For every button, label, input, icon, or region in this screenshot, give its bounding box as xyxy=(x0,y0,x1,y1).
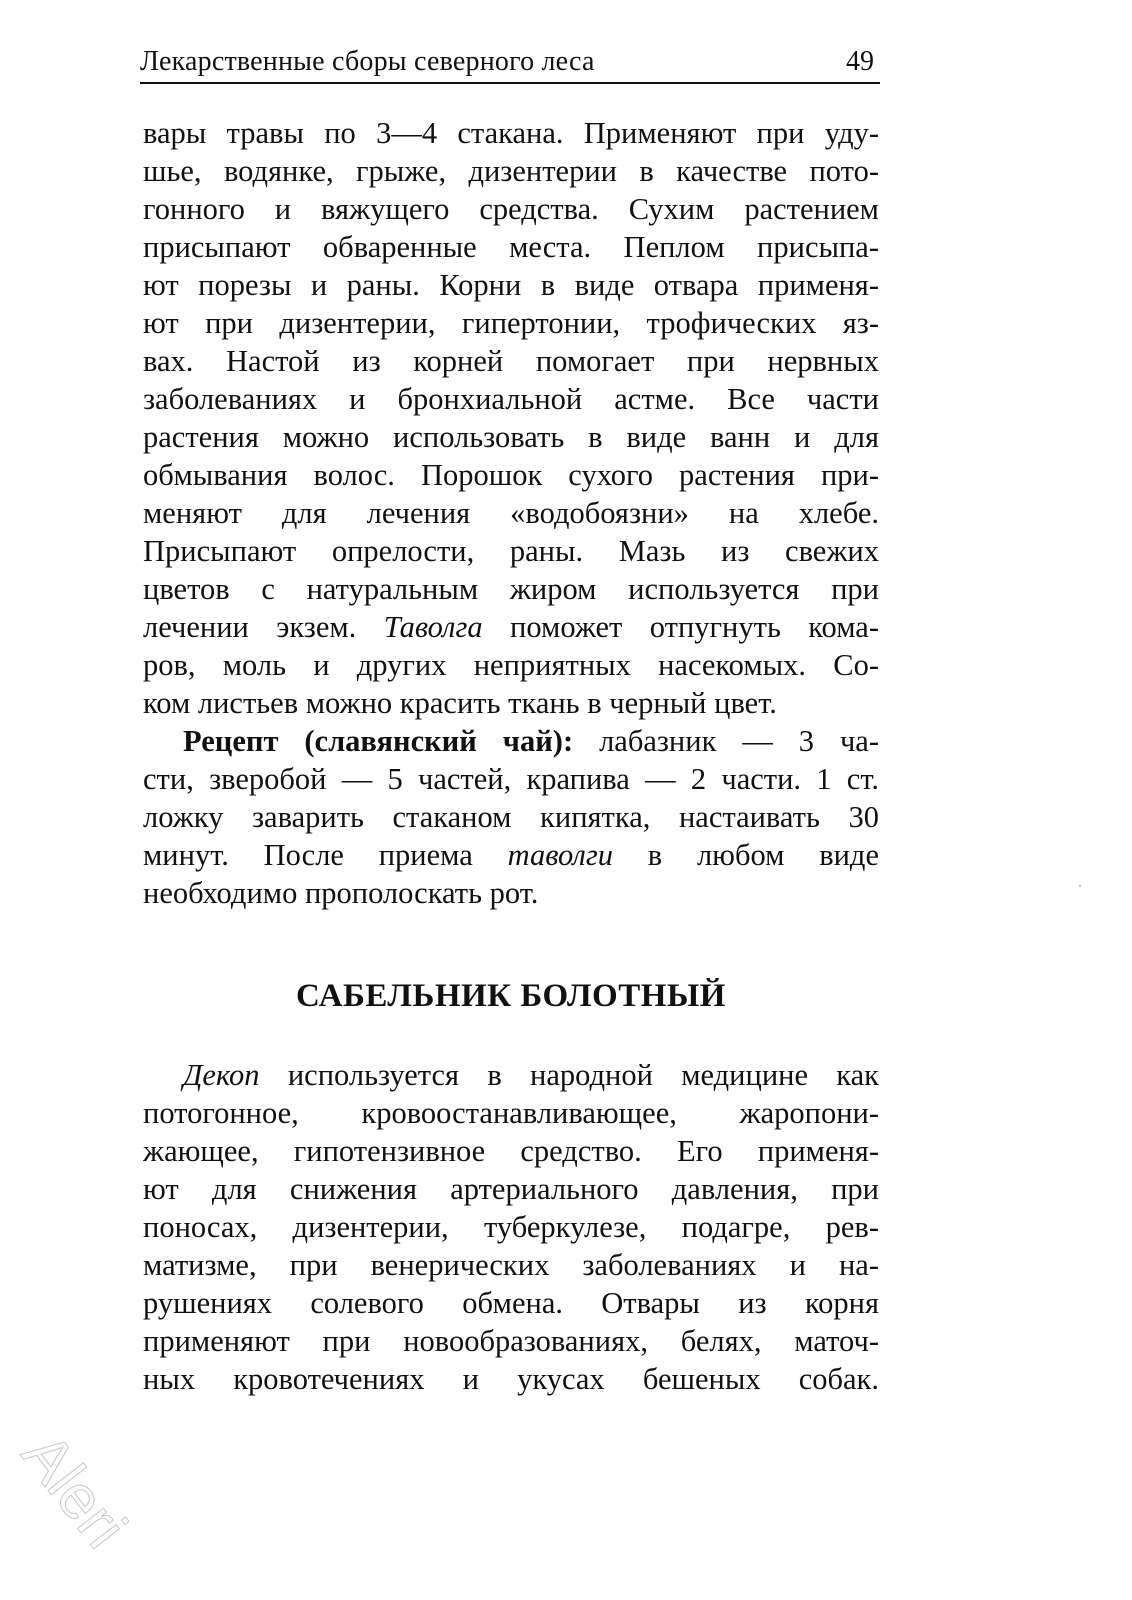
text-run: лабазник — 3 ча- xyxy=(573,724,879,758)
header-rule xyxy=(140,82,880,84)
text-line: цветов с натуральным жиром используется при xyxy=(143,572,879,606)
text-line: ют при дизентерии, гипертонии, трофических яз- xyxy=(143,306,879,340)
text-line: обмывания волос. Порошок сухого растения при- xyxy=(143,458,879,492)
text-line: присыпают обваренные места. Пеплом присыпа- xyxy=(143,230,879,264)
text-line: вах. Настой из корней помогает при нервных xyxy=(143,344,879,378)
text-line: меняют для лечения «водобоязни» на хлебе. xyxy=(143,496,879,530)
text-run: используется в народной медицине как xyxy=(259,1058,879,1092)
page-number: 49 xyxy=(846,46,874,77)
text-line xyxy=(143,1056,879,1094)
text-line: заболеваниях и бронхиальной астме. Все части xyxy=(143,382,879,416)
italic-term: таволги xyxy=(507,838,613,872)
text-line: применяют при новообразованиях, белях, маточ- xyxy=(143,1324,879,1358)
text-run: в любом виде xyxy=(613,838,879,872)
text-line: потогонное, кровоостанавливающее, жаропони- xyxy=(143,1096,879,1130)
text-line: ком листьев можно красить ткань в черный цвет. xyxy=(143,686,777,720)
text-line: ют для снижения артериального давления, при xyxy=(143,1172,879,1206)
text-line: ров, моль и других неприятных насекомых. Со- xyxy=(143,648,879,682)
running-header xyxy=(140,40,880,80)
text-line: шье, водянке, грыже, дизентерии в качестве пото- xyxy=(143,154,879,188)
text-line: сти, зверобой — 5 частей, крапива — 2 части. 1 ст. xyxy=(143,762,879,796)
text-run: поможет отпугнуть кома- xyxy=(482,610,879,644)
text-line xyxy=(143,608,879,646)
text-line: матизме, при венерических заболеваниях и на- xyxy=(143,1248,879,1282)
text-line xyxy=(143,836,879,874)
text-line: рушениях солевого обмена. Отвары из корня xyxy=(143,1286,879,1320)
recipe-paragraph xyxy=(143,722,879,912)
section-paragraph xyxy=(143,1056,879,1398)
running-title: Лекарственные сборы северного леса xyxy=(140,46,595,77)
text-line: растения можно использовать в виде ванн и для xyxy=(143,420,879,454)
text-line xyxy=(143,722,879,760)
italic-term: Таволга xyxy=(383,610,483,644)
text-line: поносах, дизентерии, туберкулезе, подагре, рев- xyxy=(143,1210,879,1244)
text-line: жающее, гипотензивное средство. Его применя- xyxy=(143,1134,879,1168)
text-line: гонного и вяжущего средства. Сухим растением xyxy=(143,192,879,226)
text-run: лечении экзем. xyxy=(143,610,384,644)
text-line: ют порезы и раны. Корни в виде отвара применя- xyxy=(143,268,879,302)
text-line: Присыпают опрелости, раны. Мазь из свежих xyxy=(143,534,879,568)
recipe-label: Рецепт (славянский чай): xyxy=(183,724,574,758)
paragraph-continuation xyxy=(143,114,879,722)
text-line: необходимо прополоскать рот. xyxy=(143,876,539,910)
text-line: ных кровотечениях и укусах бешеных собак. xyxy=(143,1362,879,1396)
watermark: Aleri xyxy=(8,1420,140,1561)
text-line: ложку заварить стаканом кипятка, настаивать 30 xyxy=(143,800,879,834)
section-title: САБЕЛЬНИК БОЛОТНЫЙ xyxy=(296,978,726,1014)
italic-term: Декоп xyxy=(183,1058,260,1092)
text-line: вары травы по 3—4 стакана. Применяют при уду- xyxy=(143,116,879,150)
scan-speck xyxy=(1079,885,1081,887)
text-run: минут. После приема xyxy=(143,838,508,872)
